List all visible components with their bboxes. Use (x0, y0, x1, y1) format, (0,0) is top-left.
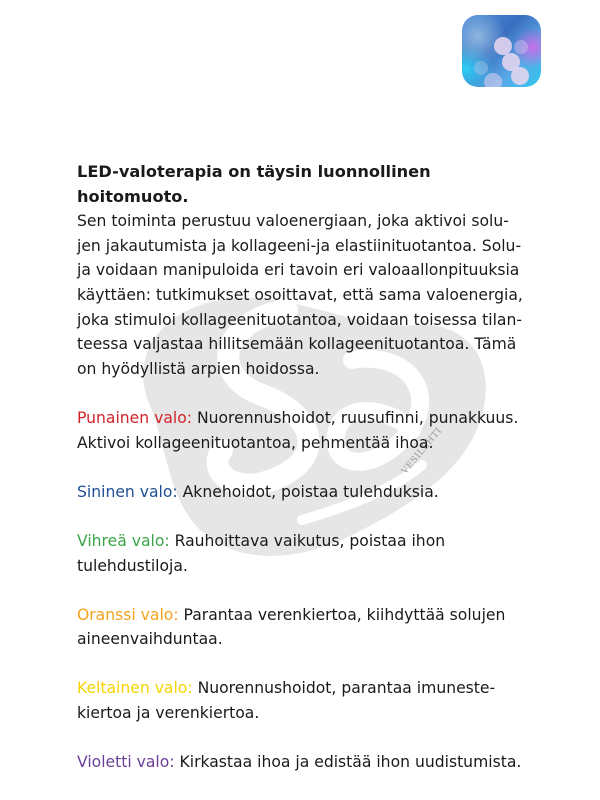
light-label-yellow: Keltainen valo: (77, 679, 193, 698)
intro-line: teessa valjastaa hillitsemään kollageenituotantoa. Tämä (77, 335, 517, 354)
light-item-red (77, 406, 547, 455)
intro-line: ja voidaan manipuloida eri tavoin eri valoaallonpituuksia (77, 261, 520, 280)
bokeh-circle (514, 40, 528, 54)
intro-heading: LED-valoterapia on täysin luonnollinen hoitomuoto. (77, 162, 431, 206)
light-item-blue (77, 480, 547, 505)
light-desc: Parantaa verenkiertoa, kiihdyttää solujen (178, 605, 506, 624)
light-label-green: Vihreä valo: (77, 531, 170, 550)
light-item-yellow (77, 676, 547, 725)
light-desc: Nuorennushoidot, ruusufinni, punakkuus. (192, 408, 519, 427)
light-label-red: Punainen valo: (77, 408, 193, 427)
light-desc: aineenvaihduntaa. (77, 630, 223, 649)
article-body (77, 160, 547, 775)
intro-line: Sen toiminta perustuu valoenergiaan, joka aktivoi solu- (77, 212, 509, 231)
light-desc: kiertoa ja verenkiertoa. (77, 704, 260, 723)
light-item-orange (77, 603, 547, 652)
light-desc: Nuorennushoidot, parantaa imuneste- (192, 679, 496, 698)
intro-line: joka stimuloi kollageenituotantoa, voidaan toisessa tilan- (77, 310, 522, 329)
watermark-text: VESILEHTI (400, 426, 445, 477)
light-desc: Aktivoi kollageenituotantoa, pehmentää ihoa. (77, 433, 434, 452)
light-label-blue: Sininen valo: (77, 482, 178, 501)
light-desc: Aknehoidot, poistaa tulehduksia. (177, 482, 439, 501)
bokeh-circle (474, 61, 488, 75)
light-desc: Kirkastaa ihoa ja edistää ihon uudistumista. (174, 753, 522, 772)
light-desc: tulehdustiloja. (77, 556, 188, 575)
bokeh-circle (484, 73, 502, 87)
intro-paragraph (77, 209, 547, 381)
light-label-orange: Oranssi valo: (77, 605, 179, 624)
intro-line: jen jakautumista ja kollageeni-ja elastiinituotantoa. Solu- (77, 236, 522, 255)
bokeh-thumbnail-image (462, 15, 541, 87)
light-desc: Rauhoittava vaikutus, poistaa ihon (169, 531, 446, 550)
light-item-green (77, 529, 547, 578)
intro-line: on hyödyllistä arpien hoidossa. (77, 359, 320, 378)
bokeh-circle (511, 67, 529, 85)
light-label-violet: Violetti valo: (77, 753, 175, 772)
light-item-violet (77, 750, 547, 775)
intro-line: käyttäen: tutkimukset osoittavat, että sama valoenergia, (77, 285, 523, 304)
